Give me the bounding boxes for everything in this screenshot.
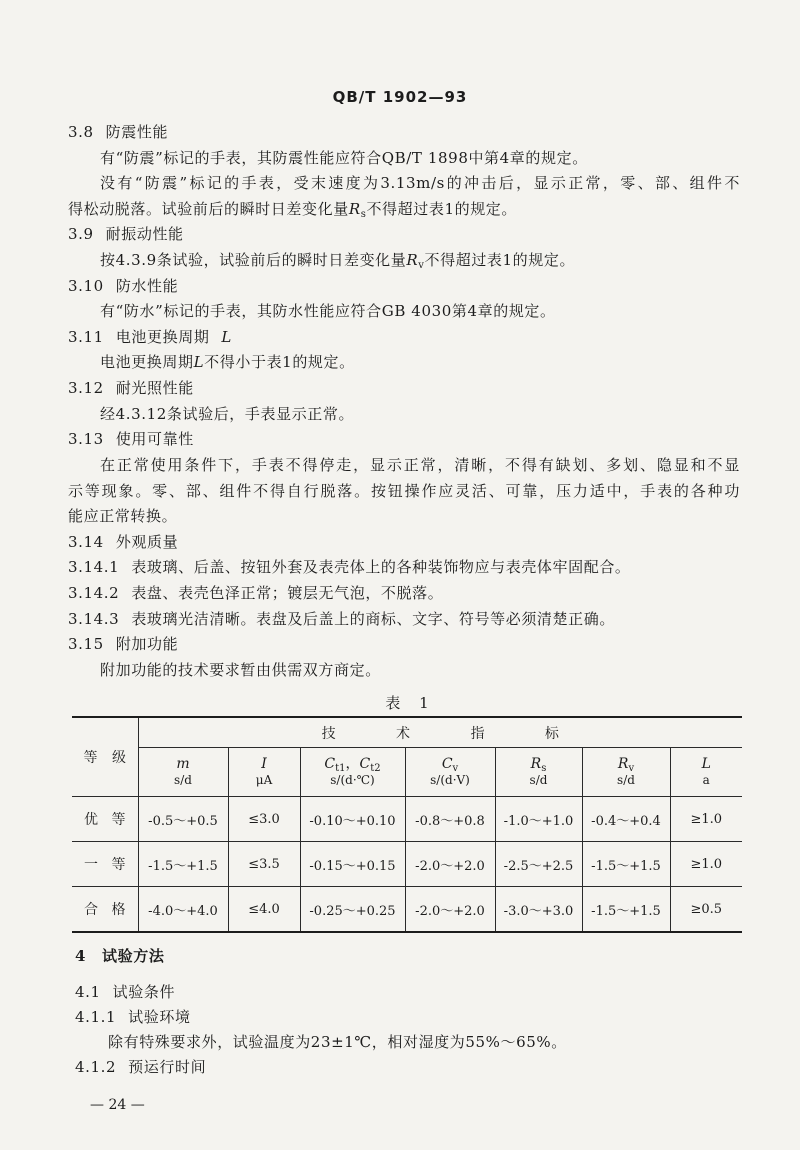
tech-index-header: 技 术 指 标 — [321, 725, 585, 742]
text-fragment: 不得小于表1的规定。 — [204, 353, 355, 372]
section-title: 防水性能 — [115, 276, 179, 295]
subsection-text: 表玻璃光洁清晰。表盘及后盖上的商标、文字、符号等必须清楚正确。 — [131, 609, 615, 628]
table-cell: -1.5～+1.5 — [582, 887, 670, 933]
tech-index-header-cell — [138, 717, 742, 748]
subsection-3-14-1 — [68, 555, 740, 581]
section-number: 3.11 — [68, 327, 104, 346]
standard-code-header: QB/T 1902—93 — [332, 88, 468, 106]
section-number: 3.12 — [68, 379, 104, 398]
grade-label: 合 格 — [84, 902, 126, 918]
symbol: L — [221, 327, 232, 346]
table-caption: 表 1 — [385, 694, 429, 712]
section-number: 4.1.1 — [75, 1008, 117, 1026]
column-header — [670, 748, 742, 797]
table-cell: -0.4～+0.4 — [582, 797, 670, 842]
column-unit: s/(d·V) — [430, 773, 470, 787]
grade-cell — [72, 842, 138, 887]
table-cell: -1.0～+1.0 — [495, 797, 582, 842]
section-3-12-heading — [68, 376, 740, 402]
grade-header-cell — [72, 717, 138, 797]
subscript: t2 — [370, 763, 381, 774]
table-cell: -2.0～+2.0 — [405, 842, 495, 887]
grade-label: 优 等 — [84, 812, 126, 828]
table-cell: ≥1.0 — [670, 842, 742, 887]
table-header-row — [72, 717, 742, 748]
section-3-8-heading — [68, 120, 740, 146]
table-row — [72, 887, 742, 933]
page-number: — 24 — — [90, 1097, 145, 1113]
section-4-1-heading — [75, 980, 740, 1005]
section-3-10-heading — [68, 274, 740, 300]
text-fragment: 电池更换周期 — [100, 353, 194, 372]
table-cell: ≥1.0 — [670, 797, 742, 842]
subsection-number: 3.14.1 — [68, 558, 120, 577]
column-header — [138, 748, 228, 797]
table-cell: -4.0～+4.0 — [138, 887, 228, 933]
subscript: s — [360, 208, 367, 220]
section-number: 3.10 — [68, 276, 104, 295]
section-title: 防震性能 — [105, 123, 169, 141]
table-cell: -0.10～+0.10 — [300, 797, 405, 842]
paragraph-line: 能应正常转换。 — [68, 507, 178, 526]
subsection-number: 3.14.2 — [68, 583, 120, 602]
symbol: I — [261, 756, 267, 772]
section-4-1-2-heading — [75, 1055, 740, 1080]
column-header — [228, 748, 300, 797]
paragraph-line: 有“防水”标记的手表，其防水性能应符合GB 4030第4章的规定。 — [100, 302, 556, 321]
column-symbol — [229, 756, 300, 773]
text-fragment: 不得超过表1的规定。 — [366, 199, 517, 218]
section-title: 耐光照性能 — [115, 379, 194, 398]
spec-table — [72, 716, 742, 933]
section-title: 附加功能 — [115, 635, 179, 654]
paragraph-line — [68, 248, 740, 274]
subscript: v — [418, 260, 425, 272]
table-cell: -0.25～+0.25 — [300, 887, 405, 933]
column-header — [582, 748, 670, 797]
symbol: R — [617, 756, 629, 772]
column-unit: s/d — [174, 773, 192, 787]
subsection-text: 表玻璃、后盖、按钮外套及表壳体上的各种装饰物应与表壳体牢固配合。 — [131, 558, 631, 577]
subsection-text: 表盘、表壳色泽正常；镀层无气泡，不脱落。 — [131, 583, 444, 602]
subsection-3-14-2 — [68, 581, 740, 607]
column-symbol — [583, 756, 670, 773]
section-number: 4.1 — [75, 983, 101, 1001]
column-unit: a — [702, 773, 710, 787]
symbol: R — [348, 199, 361, 218]
table-row — [72, 842, 742, 887]
text-fragment: 得松动脱落。试验前后的瞬时日差变化量 — [68, 199, 349, 218]
table-cell: ≤3.0 — [228, 797, 300, 842]
separator: ， — [345, 756, 360, 772]
table-cell: -2.5～+2.5 — [495, 842, 582, 887]
symbol: m — [176, 756, 190, 772]
table-cell: -1.5～+1.5 — [582, 842, 670, 887]
subscript: t1 — [335, 763, 346, 774]
column-unit: s/(d·℃) — [330, 773, 375, 787]
paragraph-line: 没有“防震”标记的手表，受末速度为3.13m/s的冲击后，显示正常，零、部、组件不 — [100, 174, 740, 193]
section-number: 4 — [75, 947, 87, 965]
subsection-number: 3.14.3 — [68, 609, 120, 628]
column-symbol — [671, 756, 743, 773]
column-header — [300, 748, 405, 797]
paragraph-line: 示等现象。零、部、组件不得自行脱落。按钮操作应灵活、可靠，压力适中，手表的各种功 — [68, 481, 740, 500]
table-cell: ≤4.0 — [228, 887, 300, 933]
subsection-3-14-3 — [68, 607, 740, 633]
section-number: 3.13 — [68, 430, 104, 449]
grade-cell — [72, 797, 138, 842]
column-symbol — [406, 756, 495, 773]
section-title: 试验方法 — [102, 947, 165, 965]
paragraph-line: 在正常使用条件下，手表不得停走，显示正常，清晰，不得有缺划、多划、隐显和不显 — [100, 455, 740, 474]
grade-header: 等 级 — [83, 750, 126, 766]
symbol: R — [530, 756, 542, 772]
grade-label: 一 等 — [84, 857, 126, 873]
table-row — [72, 797, 742, 842]
symbol: R — [406, 251, 419, 270]
table-cell: -0.15～+0.15 — [300, 842, 405, 887]
section-4-heading — [75, 944, 740, 969]
section-title: 使用可靠性 — [115, 430, 194, 449]
paragraph-line: 除有特殊要求外，试验温度为23±1℃，相对湿度为55%～65%。 — [108, 1033, 567, 1051]
table-subheader-row — [72, 748, 742, 797]
table-cell: -2.0～+2.0 — [405, 887, 495, 933]
section-title: 预运行时间 — [128, 1058, 207, 1076]
section-title: 试验条件 — [112, 983, 176, 1001]
column-header — [405, 748, 495, 797]
symbol: C — [441, 756, 453, 772]
paragraph-line: 有“防震”标记的手表，其防震性能应符合QB/T 1898中第4章的规定。 — [100, 148, 588, 167]
paragraph-line: 经4.3.12条试验后，手表显示正常。 — [100, 404, 355, 423]
symbol: L — [701, 756, 711, 772]
section-number: 3.9 — [68, 225, 94, 244]
column-unit: s/d — [529, 773, 548, 787]
section-number: 3.8 — [68, 123, 94, 141]
column-symbol — [301, 756, 405, 773]
section-4-1-1-heading — [75, 1005, 740, 1030]
symbol: L — [193, 353, 205, 372]
paragraph-line — [68, 197, 740, 223]
table-cell: -1.5～+1.5 — [138, 842, 228, 887]
section-title: 耐振动性能 — [105, 225, 184, 244]
column-symbol — [496, 756, 582, 773]
table-cell: ≥0.5 — [670, 887, 742, 933]
section-number: 3.15 — [68, 635, 104, 654]
section-title: 电池更换周期 — [115, 327, 210, 346]
section-3-9-heading — [68, 222, 740, 248]
section-3-11-heading — [68, 325, 740, 351]
section-number: 3.14 — [68, 532, 104, 551]
table-cell: -0.8～+0.8 — [405, 797, 495, 842]
section-title: 外观质量 — [115, 532, 179, 551]
grade-cell — [72, 887, 138, 933]
text-fragment: 不得超过表1的规定。 — [424, 251, 576, 270]
column-unit: s/d — [617, 773, 635, 787]
symbol: C — [359, 756, 371, 772]
paragraph-line: 附加功能的技术要求暂由供需双方商定。 — [100, 660, 381, 679]
requirements-section — [68, 120, 740, 683]
section-3-15-heading — [68, 632, 740, 658]
text-fragment: 按4.3.9条试验，试验前后的瞬时日差变化量 — [100, 251, 407, 270]
symbol: C — [324, 756, 336, 772]
section-3-13-heading — [68, 427, 740, 453]
section-number: 4.1.2 — [75, 1058, 117, 1076]
column-header — [495, 748, 582, 797]
paragraph-line — [68, 350, 740, 376]
section-title: 试验环境 — [128, 1008, 191, 1026]
section-3-14-heading — [68, 530, 740, 556]
test-methods-section — [75, 944, 740, 1080]
column-symbol — [139, 756, 228, 773]
subscript: v — [452, 763, 459, 774]
table-cell: -3.0～+3.0 — [495, 887, 582, 933]
column-unit: μA — [255, 773, 273, 787]
table-cell: -0.5～+0.5 — [138, 797, 228, 842]
subscript: s — [541, 763, 547, 774]
table-cell: ≤3.5 — [228, 842, 300, 887]
subscript: v — [628, 763, 635, 774]
